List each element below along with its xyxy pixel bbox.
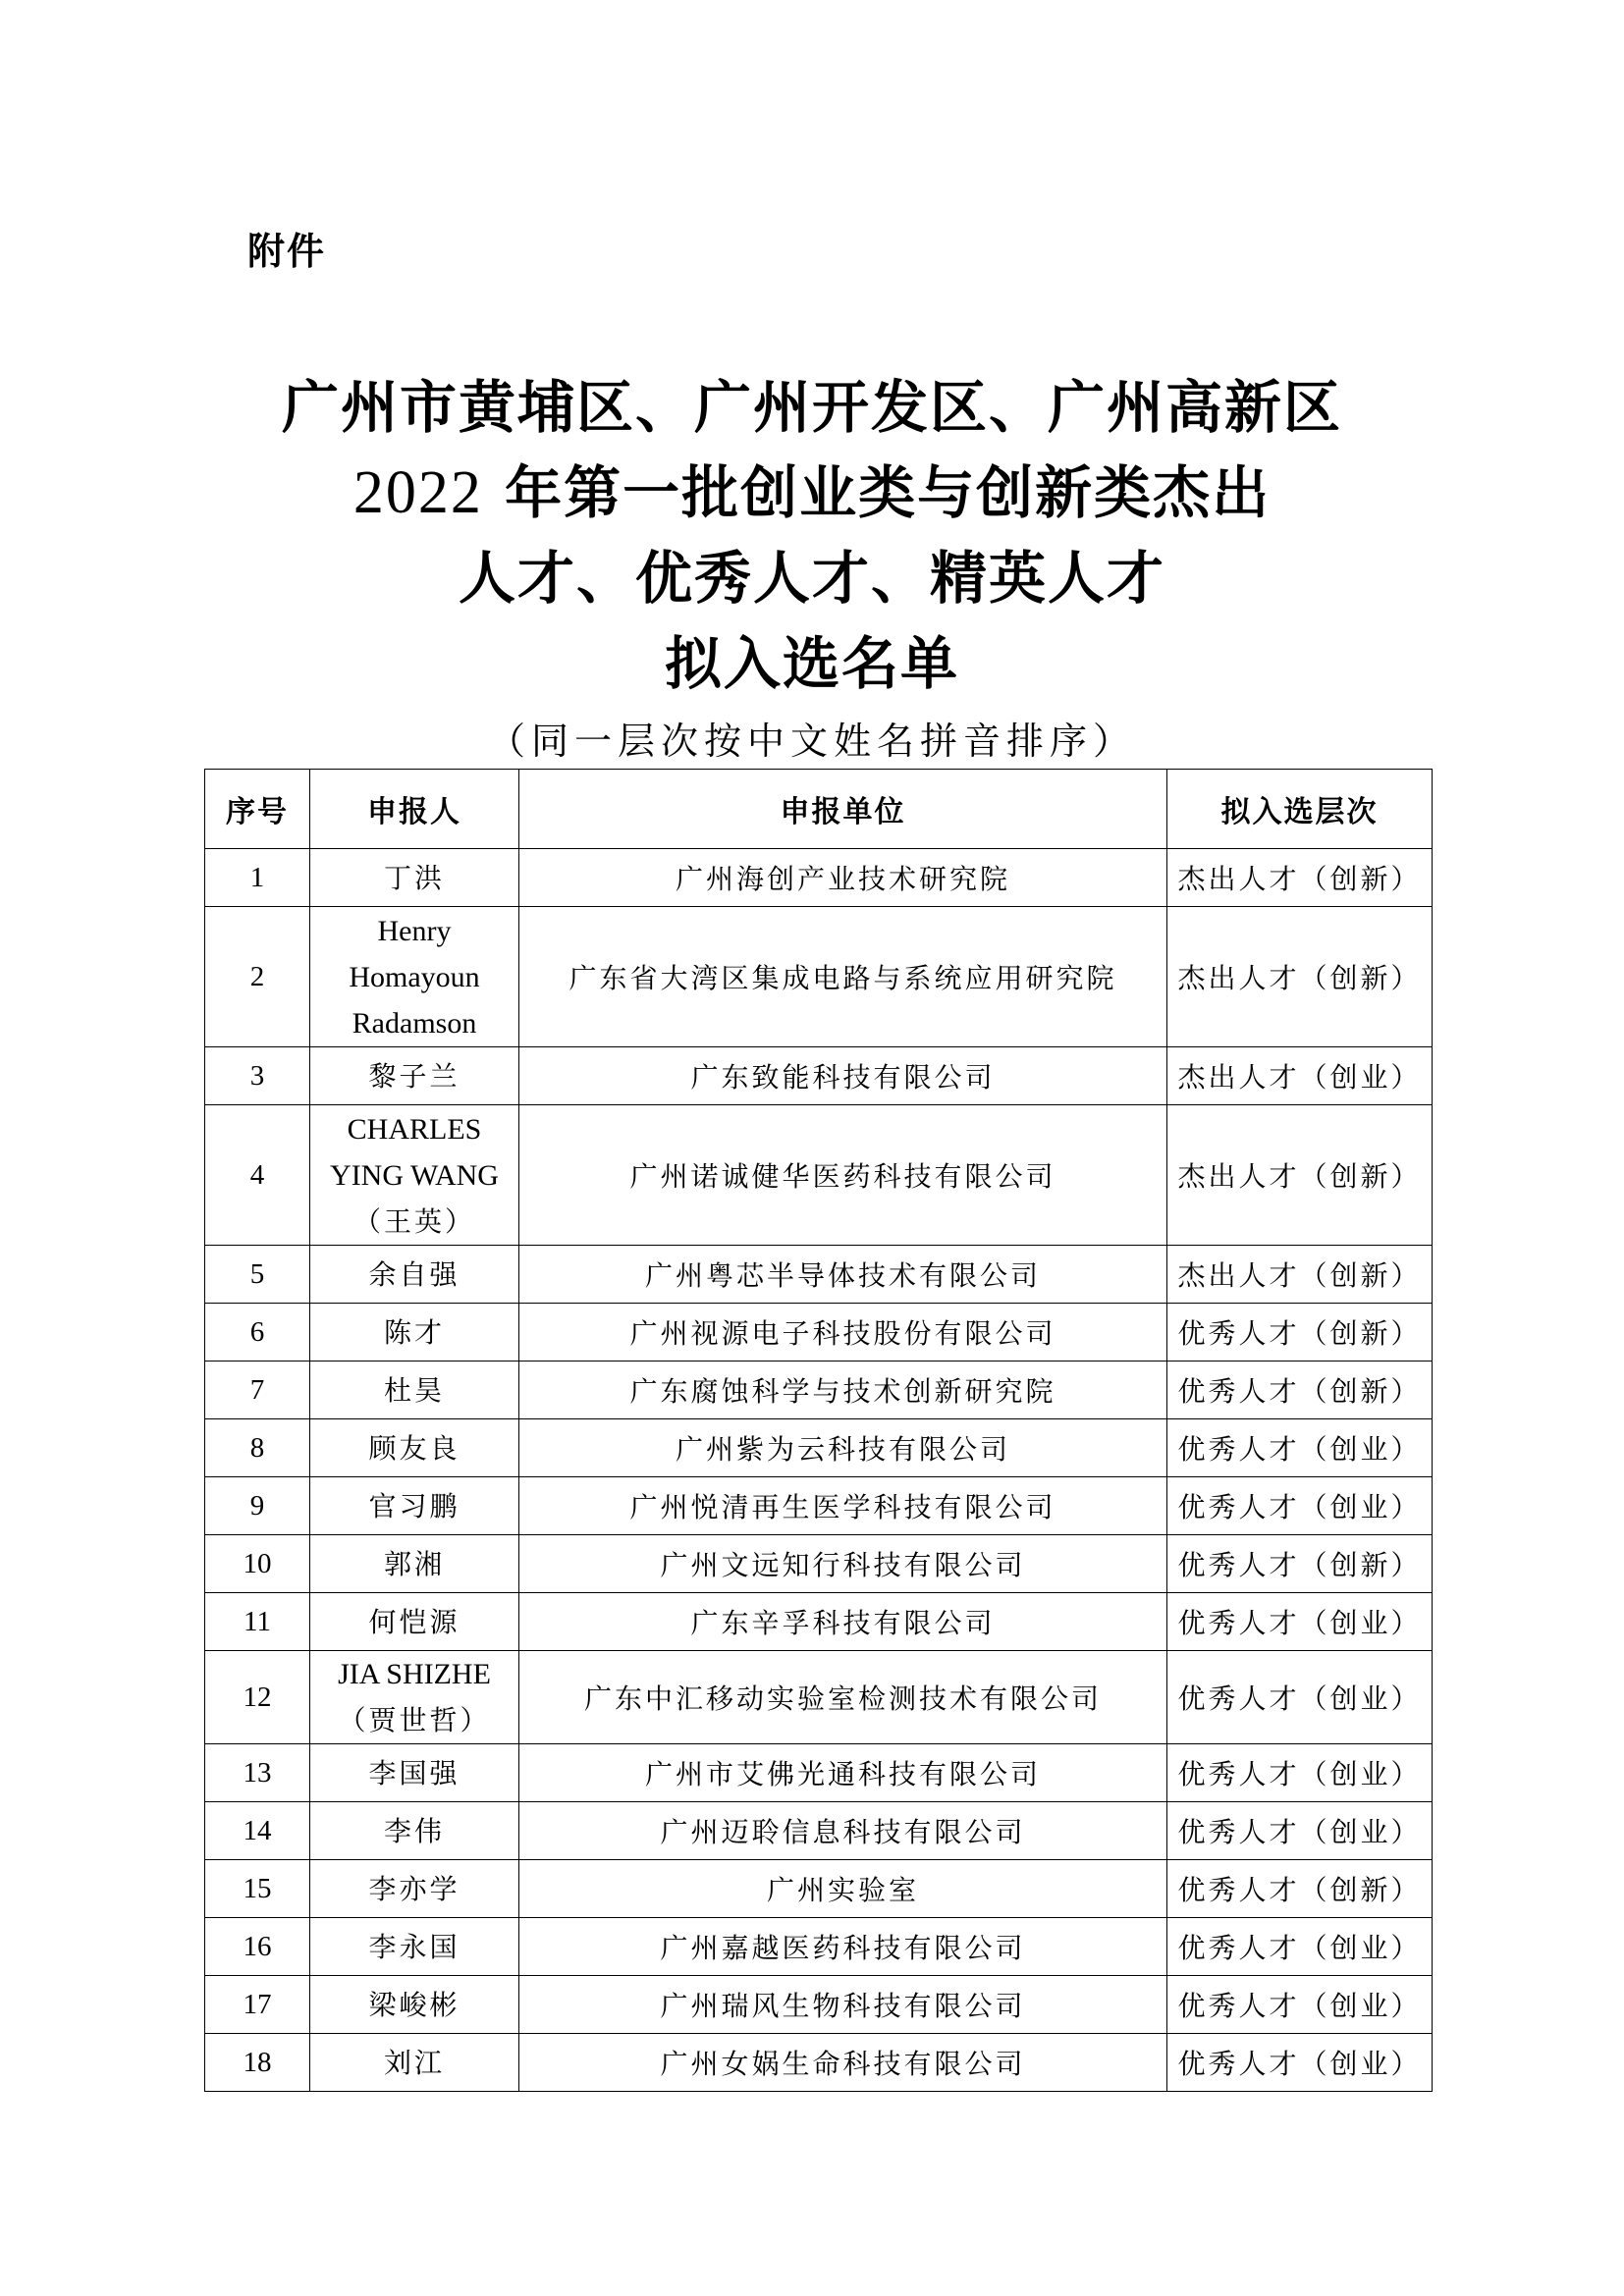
row-applicant <box>310 1744 519 1802</box>
row-seq: 12 <box>205 1651 310 1744</box>
row-level: 优秀人才（创新） <box>1167 1535 1433 1593</box>
row-level: 优秀人才（创新） <box>1167 1304 1433 1362</box>
row-seq: 8 <box>205 1419 310 1477</box>
row-applicant <box>310 1593 519 1651</box>
row-applicant <box>310 1477 519 1535</box>
header-unit: 申报单位 <box>519 770 1167 849</box>
table-row <box>205 1651 1433 1744</box>
applicant-name-line: JIA SHIZHE <box>338 1658 491 1690</box>
row-applicant <box>310 907 519 1047</box>
row-unit: 广州海创产业技术研究院 <box>519 849 1167 907</box>
row-unit: 广州紫为云科技有限公司 <box>519 1419 1167 1477</box>
header-seq: 序号 <box>205 770 310 849</box>
candidate-table <box>204 769 1433 2092</box>
row-seq: 2 <box>205 907 310 1047</box>
row-seq: 18 <box>205 2034 310 2092</box>
row-level: 杰出人才（创新） <box>1167 907 1433 1047</box>
row-seq: 1 <box>205 849 310 907</box>
row-level: 优秀人才（创业） <box>1167 1593 1433 1651</box>
header-level: 拟入选层次 <box>1167 770 1433 849</box>
row-unit: 广州市艾佛光通科技有限公司 <box>519 1744 1167 1802</box>
row-applicant <box>310 1105 519 1246</box>
applicant-name-line: 陈才 <box>383 1315 445 1349</box>
title-line-1: 广州市黄埔区、广州开发区、广州高新区 <box>281 374 1342 441</box>
table-row <box>205 2034 1433 2092</box>
row-applicant <box>310 1918 519 1976</box>
row-level: 优秀人才（创业） <box>1167 1744 1433 1802</box>
row-unit: 广州文远知行科技有限公司 <box>519 1535 1167 1593</box>
applicant-name-line: （王英） <box>352 1204 475 1238</box>
row-applicant <box>310 1535 519 1593</box>
applicant-name-line: CHARLES <box>347 1112 482 1146</box>
row-seq: 10 <box>205 1535 310 1593</box>
title-line-2 <box>0 451 1624 536</box>
table-row <box>205 1535 1433 1593</box>
table-row <box>205 1918 1433 1976</box>
applicant-name-line: 李永国 <box>368 1930 460 1963</box>
document-title <box>0 365 1624 707</box>
sort-note: （同一层次按中文姓名拼音排序） <box>487 720 1136 763</box>
row-seq: 17 <box>205 1976 310 2034</box>
row-applicant <box>310 1047 519 1105</box>
table-row <box>205 1860 1433 1918</box>
row-seq: 6 <box>205 1304 310 1362</box>
applicant-name-line: 官习鹏 <box>368 1489 460 1522</box>
row-seq: 4 <box>205 1105 310 1246</box>
row-unit: 广东中汇移动实验室检测技术有限公司 <box>519 1651 1167 1744</box>
table-body <box>205 849 1433 2092</box>
row-applicant <box>310 1976 519 2034</box>
table-header-row <box>205 770 1433 849</box>
row-applicant <box>310 1802 519 1860</box>
row-seq: 5 <box>205 1246 310 1304</box>
table-row <box>205 907 1433 1047</box>
row-unit: 广东辛孚科技有限公司 <box>519 1593 1167 1651</box>
applicant-name-line: 郭湘 <box>383 1547 445 1580</box>
row-seq: 11 <box>205 1593 310 1651</box>
applicant-name-line: 何恺源 <box>368 1605 460 1638</box>
table-row <box>205 1105 1433 1246</box>
row-unit: 广东省大湾区集成电路与系统应用研究院 <box>519 907 1167 1047</box>
row-level: 优秀人才（创新） <box>1167 1362 1433 1419</box>
row-unit: 广州嘉越医药科技有限公司 <box>519 1918 1167 1976</box>
row-seq: 13 <box>205 1744 310 1802</box>
table-row <box>205 1477 1433 1535</box>
applicant-name-line: （贾世哲） <box>338 1704 491 1736</box>
row-level: 杰出人才（创新） <box>1167 849 1433 907</box>
row-level: 优秀人才（创业） <box>1167 1918 1433 1976</box>
row-unit: 广州粤芯半导体技术有限公司 <box>519 1246 1167 1304</box>
applicant-name-line: 黎子兰 <box>368 1059 460 1093</box>
row-seq: 7 <box>205 1362 310 1419</box>
applicant-name-line: 梁峻彬 <box>368 1988 460 2021</box>
row-applicant <box>310 849 519 907</box>
row-unit: 广州女娲生命科技有限公司 <box>519 2034 1167 2092</box>
title-line-3: 人才、优秀人才、精英人才 <box>458 545 1165 612</box>
row-applicant <box>310 1419 519 1477</box>
title-year: 2022 <box>352 459 483 526</box>
applicant-name-line: Henry <box>377 914 452 947</box>
applicant-name-line: 杜昊 <box>383 1373 445 1407</box>
table-row <box>205 1593 1433 1651</box>
table-row <box>205 1419 1433 1477</box>
table-row <box>205 1047 1433 1105</box>
table-row <box>205 1976 1433 2034</box>
row-unit: 广州实验室 <box>519 1860 1167 1918</box>
row-applicant <box>310 1304 519 1362</box>
title-line-2-text: 年第一批创业类与创新类杰出 <box>482 459 1272 526</box>
row-applicant <box>310 2034 519 2092</box>
row-level: 优秀人才（创业） <box>1167 1651 1433 1744</box>
applicant-name-line: 顾友良 <box>368 1431 460 1465</box>
row-seq: 15 <box>205 1860 310 1918</box>
row-seq: 16 <box>205 1918 310 1976</box>
attachment-label: 附件 <box>247 230 327 273</box>
table-row <box>205 1802 1433 1860</box>
row-level: 杰出人才（创新） <box>1167 1246 1433 1304</box>
row-seq: 9 <box>205 1477 310 1535</box>
applicant-name-line: Radamson <box>352 1006 477 1040</box>
row-level: 优秀人才（创业） <box>1167 1976 1433 2034</box>
row-unit: 广东致能科技有限公司 <box>519 1047 1167 1105</box>
table-row <box>205 1362 1433 1419</box>
applicant-name-line: 李亦学 <box>368 1872 460 1905</box>
table-row <box>205 1744 1433 1802</box>
applicant-name-line: 丁洪 <box>383 861 445 894</box>
row-unit: 广州瑞风生物科技有限公司 <box>519 1976 1167 2034</box>
row-level: 杰出人才（创新） <box>1167 1105 1433 1246</box>
row-applicant <box>310 1246 519 1304</box>
row-unit: 广州诺诚健华医药科技有限公司 <box>519 1105 1167 1246</box>
row-applicant <box>310 1651 519 1744</box>
row-seq: 3 <box>205 1047 310 1105</box>
applicant-name-line: 李国强 <box>368 1756 460 1789</box>
title-line-4: 拟入选名单 <box>664 630 959 697</box>
row-level: 优秀人才（创业） <box>1167 2034 1433 2092</box>
header-applicant: 申报人 <box>310 770 519 849</box>
row-applicant <box>310 1860 519 1918</box>
row-applicant <box>310 1362 519 1419</box>
table-row <box>205 1304 1433 1362</box>
row-unit: 广州视源电子科技股份有限公司 <box>519 1304 1167 1362</box>
row-level: 优秀人才（创业） <box>1167 1477 1433 1535</box>
table-row <box>205 1246 1433 1304</box>
applicant-name-line: 余自强 <box>368 1257 460 1291</box>
row-level: 优秀人才（创业） <box>1167 1419 1433 1477</box>
applicant-name-line: YING WANG <box>330 1158 499 1192</box>
row-level: 杰出人才（创业） <box>1167 1047 1433 1105</box>
applicant-name-line: 李伟 <box>383 1814 445 1847</box>
row-seq: 14 <box>205 1802 310 1860</box>
applicant-name-line: 刘江 <box>383 2046 445 2079</box>
table-row <box>205 849 1433 907</box>
row-unit: 广州迈聆信息科技有限公司 <box>519 1802 1167 1860</box>
applicant-name-line: Homayoun <box>349 960 480 993</box>
row-level: 优秀人才（创业） <box>1167 1802 1433 1860</box>
row-level: 优秀人才（创新） <box>1167 1860 1433 1918</box>
row-unit: 广东腐蚀科学与技术创新研究院 <box>519 1362 1167 1419</box>
row-unit: 广州悦清再生医学科技有限公司 <box>519 1477 1167 1535</box>
